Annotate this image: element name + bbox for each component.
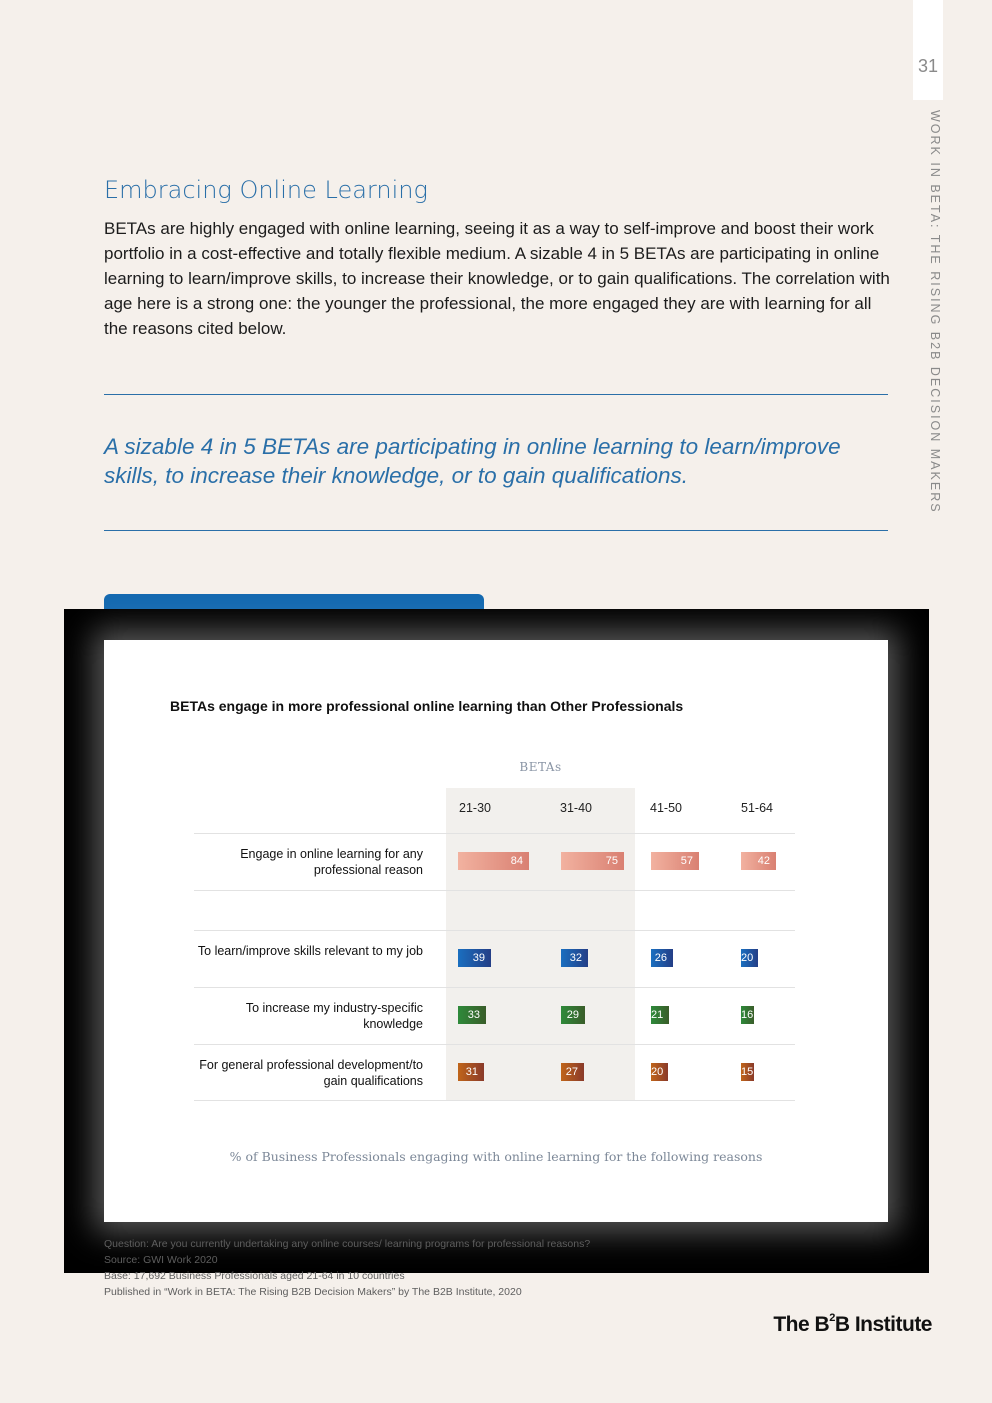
page-number: 31 xyxy=(917,56,939,76)
table-rule xyxy=(194,1044,795,1045)
footnote-base: Base: 17,692 Business Professionals aged 21-64 in 10 countries xyxy=(104,1270,405,1282)
footnote-published: Published in “Work in BETA: The Rising B2B Decision Makers” by The B2B Institute, 2020 xyxy=(104,1286,522,1298)
table-rule xyxy=(194,1100,795,1101)
chart-group-label: BETAs xyxy=(519,760,562,774)
running-title: WORK IN BETA: THE RISING B2B DECISION MAKERS xyxy=(928,110,942,514)
row-label-engage-any: Engage in online learning for any professional reason xyxy=(240,847,423,877)
table-rule xyxy=(194,987,795,988)
pullquote: A sizable 4 in 5 BETAs are participating in online learning to learn/improve skills, to increase their knowledge, or to gain qualifications. xyxy=(104,434,841,488)
section-heading: Embracing Online Learning xyxy=(104,176,428,204)
bar-general-development-31-40: 27 xyxy=(561,1063,584,1081)
chart-title: BETAs engage in more professional online learning than Other Professionals xyxy=(170,698,684,714)
bar-learn-skills-31-40: 32 xyxy=(561,949,588,967)
bar-industry-knowledge-31-40: 29 xyxy=(561,1006,585,1024)
row-label-learn-skills: To learn/improve skills relevant to my job xyxy=(197,944,423,958)
intro-paragraph: BETAs are highly engaged with online learning, seeing it as a way to self-improve and boost their work portfolio in a cost-effective and totally flexible medium. A sizable 4 in 5 BETAs are participating in online learning to learn/improve skills, to increase their knowledge, or to gain qualifications. The correlation with age here is a strong one: the younger the professional, the more engaged they are with learning for all the reasons cited below. xyxy=(104,219,890,338)
bar-general-development-51-64: 15 xyxy=(741,1063,754,1081)
b2b-institute-logo: The $B^2B$ Institute xyxy=(773,1312,932,1336)
column-header-21-30: 21-30 xyxy=(459,801,491,815)
table-rule xyxy=(194,833,795,834)
bar-general-development-41-50: 20 xyxy=(651,1063,668,1081)
pullquote-bottom-rule xyxy=(104,530,888,531)
footnotes xyxy=(104,1236,590,1300)
table-rule xyxy=(194,890,795,891)
bar-learn-skills-21-30: 39 xyxy=(458,949,491,967)
column-header-41-50: 41-50 xyxy=(650,801,682,815)
bar-engage-any-21-30: 84 xyxy=(458,852,529,870)
bar-engage-any-51-64: 42 xyxy=(741,852,776,870)
column-header-51-64: 51-64 xyxy=(741,801,773,815)
row-label-general-development: For general professional development/to gain qualifications xyxy=(199,1058,423,1088)
highlight-column-shade xyxy=(446,788,635,1100)
table-rule xyxy=(194,930,795,931)
pullquote-top-rule xyxy=(104,394,888,395)
bar-engage-any-31-40: 75 xyxy=(561,852,624,870)
bar-industry-knowledge-21-30: 33 xyxy=(458,1006,486,1024)
chart-caption: % of Business Professionals engaging with online learning for the following reasons xyxy=(229,1149,763,1164)
column-header-31-40: 31-40 xyxy=(560,801,592,815)
bar-learn-skills-51-64: 20 xyxy=(741,949,758,967)
page-number-tab xyxy=(913,0,943,100)
row-label-industry-knowledge: To increase my industry-specific knowledge xyxy=(245,1001,423,1031)
chart-card xyxy=(104,640,888,1222)
bar-general-development-21-30: 31 xyxy=(458,1063,484,1081)
bar-engage-any-41-50: 57 xyxy=(651,852,699,870)
footnote-question: Question: Are you currently undertaking any online courses/ learning programs for professional reasons? xyxy=(104,1238,591,1250)
footnote-source: Source: GWI Work 2020 xyxy=(104,1254,218,1266)
chart-tab-bar xyxy=(104,594,484,610)
bar-industry-knowledge-51-64: 16 xyxy=(741,1006,754,1024)
bar-learn-skills-41-50: 26 xyxy=(651,949,673,967)
bar-industry-knowledge-41-50: 21 xyxy=(651,1006,669,1024)
